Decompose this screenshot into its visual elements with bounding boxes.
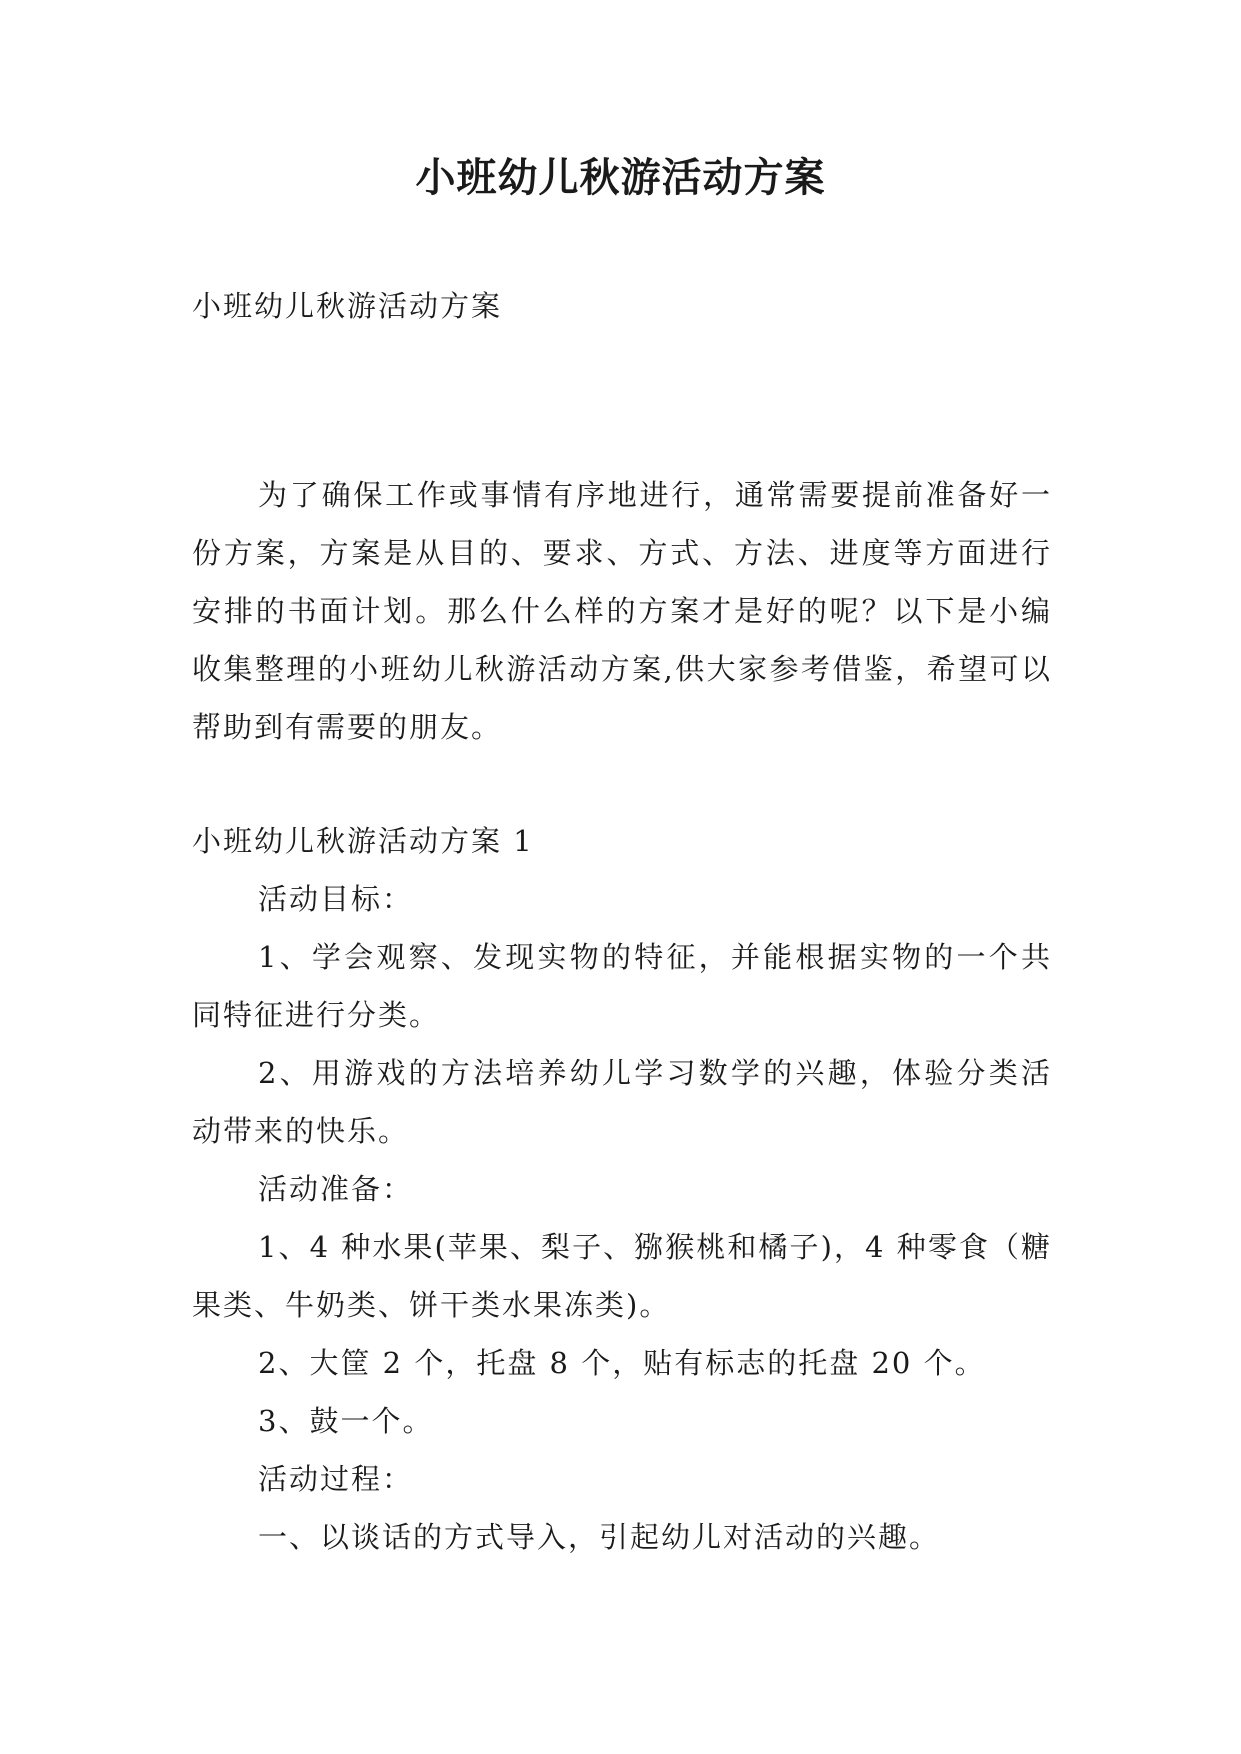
document-subtitle: 小班幼儿秋游活动方案: [192, 289, 503, 323]
goal-item-1: 1、学会观察、发现实物的特征，并能根据实物的一个共同特征进行分类。: [192, 940, 1052, 1032]
process-item-1: 一、以谈话的方式导入，引起幼儿对活动的兴趣。: [258, 1520, 941, 1554]
process-label: 活动过程：: [258, 1462, 414, 1496]
document-title: 小班幼儿秋游活动方案: [415, 154, 826, 201]
prep-item-1: 1、4 种水果(苹果、梨子、猕猴桃和橘子)，4 种零食（糖果类、牛奶类、饼干类水果冻类)。: [192, 1230, 1052, 1322]
prep-label: 活动准备：: [258, 1172, 414, 1206]
section-heading: 小班幼儿秋游活动方案 1: [192, 824, 534, 858]
prep-item-2: 2、大筐 2 个，托盘 8 个，贴有标志的托盘 20 个。: [258, 1346, 986, 1380]
intro-paragraph: 为了确保工作或事情有序地进行，通常需要提前准备好一份方案，方案是从目的、要求、方式、方法、进度等方面进行安排的书面计划。那么什么样的方案才是好的呢？以下是小编收集整理的小班幼儿秋游活动方案,供大家参考借鉴，希望可以帮助到有需要的朋友。: [192, 478, 1052, 744]
section-1: [192, 812, 1052, 1566]
prep-item-3: 3、鼓一个。: [258, 1404, 434, 1438]
goals-label: 活动目标：: [258, 882, 414, 916]
goal-item-2: 2、用游戏的方法培养幼儿学习数学的兴趣，体验分类活动带来的快乐。: [192, 1056, 1052, 1148]
